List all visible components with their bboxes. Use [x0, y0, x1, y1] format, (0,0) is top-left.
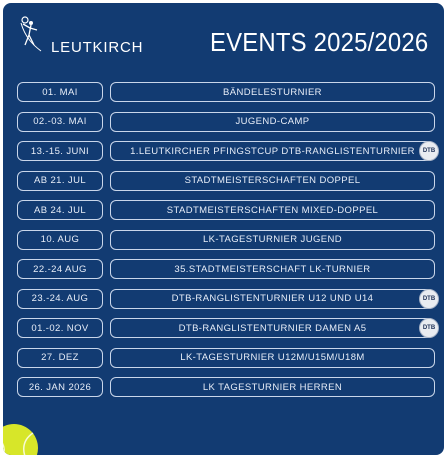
event-date: 26. JAN 2026: [17, 377, 103, 397]
event-date: 22.-24 AUG: [17, 259, 103, 279]
club-logo: [17, 15, 152, 59]
event-row: [17, 82, 435, 104]
event-row: [17, 171, 435, 193]
event-name: 1.LEUTKIRCHER PFINGSTCUP DTB-RANGLISTENTURNIER: [110, 141, 435, 161]
event-row: [17, 200, 435, 222]
dtb-badge-icon: DTB: [419, 141, 439, 161]
event-name: LK-TAGESTURNIER JUGEND: [110, 230, 435, 250]
page-title: EVENTS 2025/2026: [209, 27, 428, 57]
event-date: 10. AUG: [17, 230, 103, 250]
event-row: [17, 141, 435, 163]
event-date: 02.-03. MAI: [17, 112, 103, 132]
event-row: [17, 289, 435, 311]
event-date: 23.-24. AUG: [17, 289, 103, 309]
event-name: JUGEND-CAMP: [110, 112, 435, 132]
event-row: [17, 348, 435, 370]
event-name: 35.STADTMEISTERSCHAFT LK-TURNIER: [110, 259, 435, 279]
event-row: [17, 112, 435, 134]
event-date: 01. MAI: [17, 82, 103, 102]
event-name: BÄNDELESTURNIER: [110, 82, 435, 102]
event-name: STADTMEISTERSCHAFTEN DOPPEL: [110, 171, 435, 191]
event-date: AB 21. JUL: [17, 171, 103, 191]
event-row: [17, 259, 435, 281]
event-name: DTB-RANGLISTENTURNIER U12 UND U14: [110, 289, 435, 309]
event-date: 27. DEZ: [17, 348, 103, 368]
events-poster: [3, 3, 444, 455]
event-name: LK TAGESTURNIER HERREN: [110, 377, 435, 397]
event-name: STADTMEISTERSCHAFTEN MIXED-DOPPEL: [110, 200, 435, 220]
event-date: AB 24. JUL: [17, 200, 103, 220]
event-row: [17, 377, 435, 399]
dtb-badge-icon: DTB: [419, 289, 439, 309]
event-date: 01.-02. NOV: [17, 318, 103, 338]
event-date: 13.-15. JUNI: [17, 141, 103, 161]
tennis-ball-icon: [3, 423, 39, 455]
event-name: LK-TAGESTURNIER U12M/U15M/U18M: [110, 348, 435, 368]
event-name: DTB-RANGLISTENTURNIER DAMEN A5: [110, 318, 435, 338]
tennis-player-icon: [17, 15, 47, 55]
event-row: [17, 230, 435, 252]
club-name: LEUTKIRCH: [51, 39, 144, 56]
dtb-badge-icon: DTB: [419, 318, 439, 338]
event-row: [17, 318, 435, 340]
